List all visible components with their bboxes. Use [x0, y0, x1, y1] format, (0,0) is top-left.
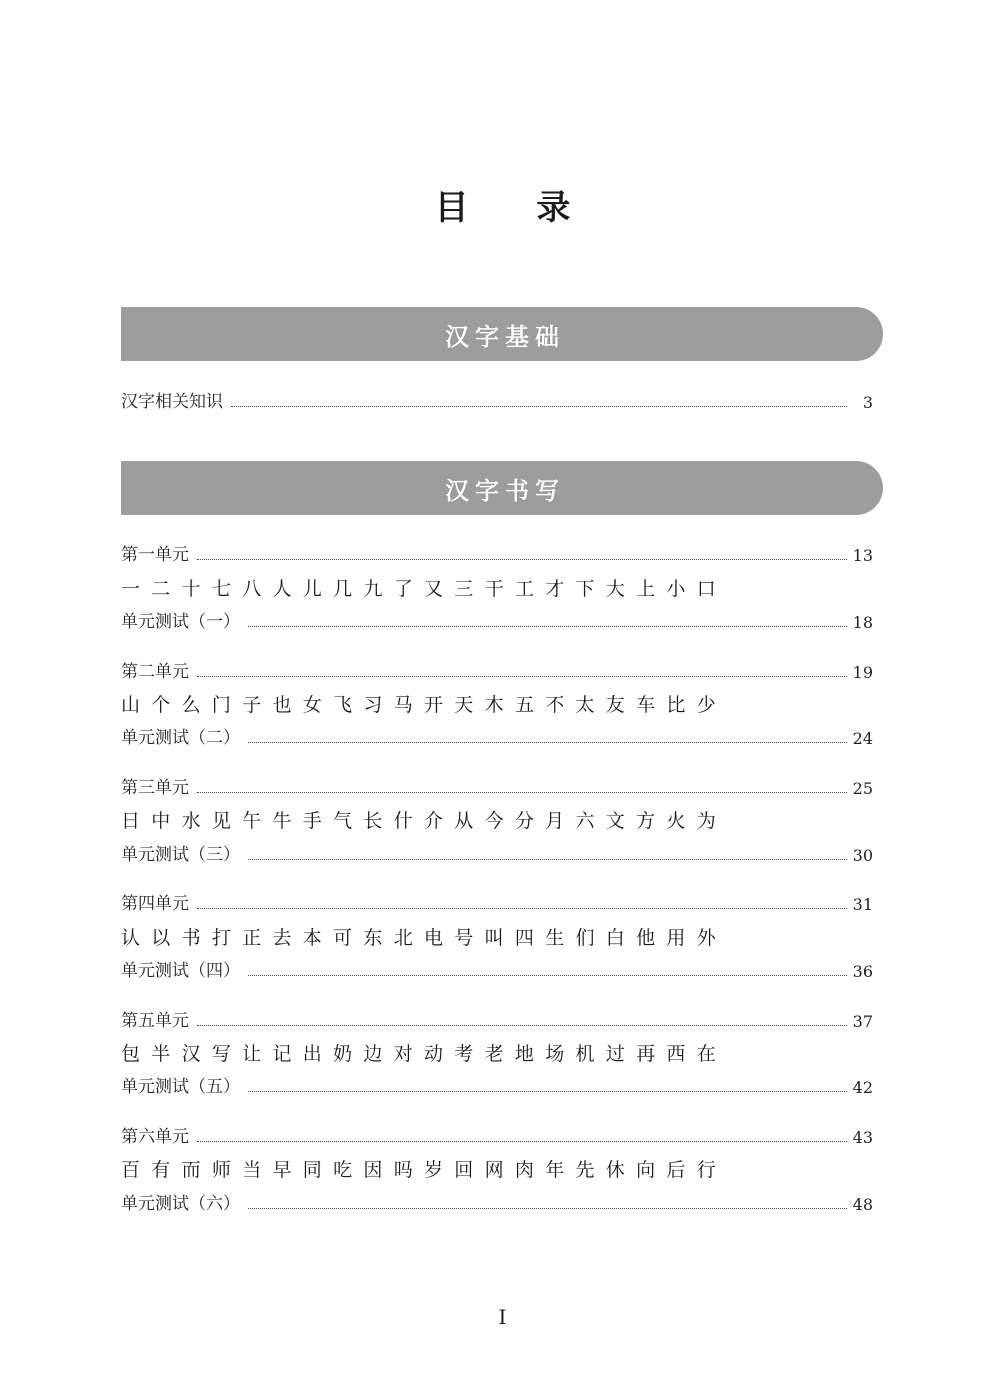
toc-unit-6[interactable] [121, 1123, 873, 1147]
toc-unit-1[interactable] [121, 541, 873, 565]
page-title: 目 录 [434, 188, 599, 228]
unit-test-label: 单元测试（四） [121, 961, 240, 981]
dot-leader [248, 1208, 847, 1209]
toc-unit-5[interactable] [121, 1007, 873, 1031]
unit-label: 第五单元 [121, 1011, 189, 1031]
unit-test-label: 单元测试（五） [121, 1077, 240, 1097]
unit-test-label: 单元测试（二） [121, 728, 240, 748]
toc-entry[interactable] [121, 388, 873, 412]
dot-leader [248, 975, 847, 976]
unit-test-label: 单元测试（三） [121, 845, 240, 865]
toc-unit-4[interactable] [121, 890, 873, 914]
unit-characters: 日中水见午牛手气长什介从今分月六文方火为 [121, 810, 728, 832]
unit-test-page: 42 [852, 1078, 873, 1097]
dot-leader [248, 859, 847, 860]
toc-unit-2[interactable] [121, 658, 873, 682]
toc-unit-test-5[interactable] [121, 1073, 873, 1097]
toc-entry-page: 3 [862, 393, 873, 412]
dot-leader [197, 908, 847, 909]
unit-test-page: 24 [852, 729, 873, 748]
section-heading: 汉字基础 [445, 322, 565, 351]
unit-characters: 山个么门子也女飞习马开天木五不太友车比少 [121, 694, 728, 716]
unit-characters: 认以书打正去本可东北电号叫四生们白他用外 [121, 927, 728, 949]
dot-leader [197, 1025, 847, 1026]
unit-test-label: 单元测试（六） [121, 1194, 240, 1214]
unit-label: 第三单元 [121, 778, 189, 798]
unit-page: 31 [852, 895, 873, 914]
toc-unit-test-4[interactable] [121, 957, 873, 981]
section-heading: 汉字书写 [445, 476, 565, 505]
toc-unit-test-1[interactable] [121, 608, 873, 632]
toc-entry-label: 汉字相关知识 [121, 392, 223, 412]
page-number: I [498, 1305, 507, 1329]
unit-test-page: 48 [852, 1195, 873, 1214]
unit-test-page: 18 [852, 613, 873, 632]
dot-leader [197, 1141, 847, 1142]
unit-test-page: 36 [852, 962, 873, 981]
toc-unit-test-2[interactable] [121, 724, 873, 748]
unit-characters: 一二十七八人儿几九了又三干工才下大上小口 [121, 578, 728, 600]
dot-leader [197, 676, 847, 677]
section-header-hanzi-basics [121, 307, 883, 361]
dot-leader [248, 1091, 847, 1092]
unit-page: 19 [852, 663, 873, 682]
dot-leader [248, 626, 847, 627]
unit-label: 第二单元 [121, 662, 189, 682]
unit-page: 25 [852, 779, 873, 798]
unit-label: 第四单元 [121, 894, 189, 914]
unit-test-label: 单元测试（一） [121, 612, 240, 632]
unit-characters: 包半汉写让记出奶边对动考老地场机过再西在 [121, 1043, 728, 1065]
toc-unit-test-3[interactable] [121, 841, 873, 865]
unit-label: 第六单元 [121, 1127, 189, 1147]
toc-unit-3[interactable] [121, 774, 873, 798]
unit-page: 37 [852, 1012, 873, 1031]
dot-leader [197, 559, 847, 560]
dot-leader [248, 742, 847, 743]
unit-characters: 百有而师当早同吃因吗岁回网肉年先休向后行 [121, 1159, 728, 1181]
toc-unit-test-6[interactable] [121, 1190, 873, 1214]
unit-page: 13 [852, 546, 873, 565]
unit-test-page: 30 [852, 846, 873, 865]
dot-leader [197, 792, 847, 793]
dot-leader [231, 406, 847, 407]
unit-label: 第一单元 [121, 545, 189, 565]
section-header-hanzi-writing [121, 461, 883, 515]
unit-page: 43 [852, 1128, 873, 1147]
